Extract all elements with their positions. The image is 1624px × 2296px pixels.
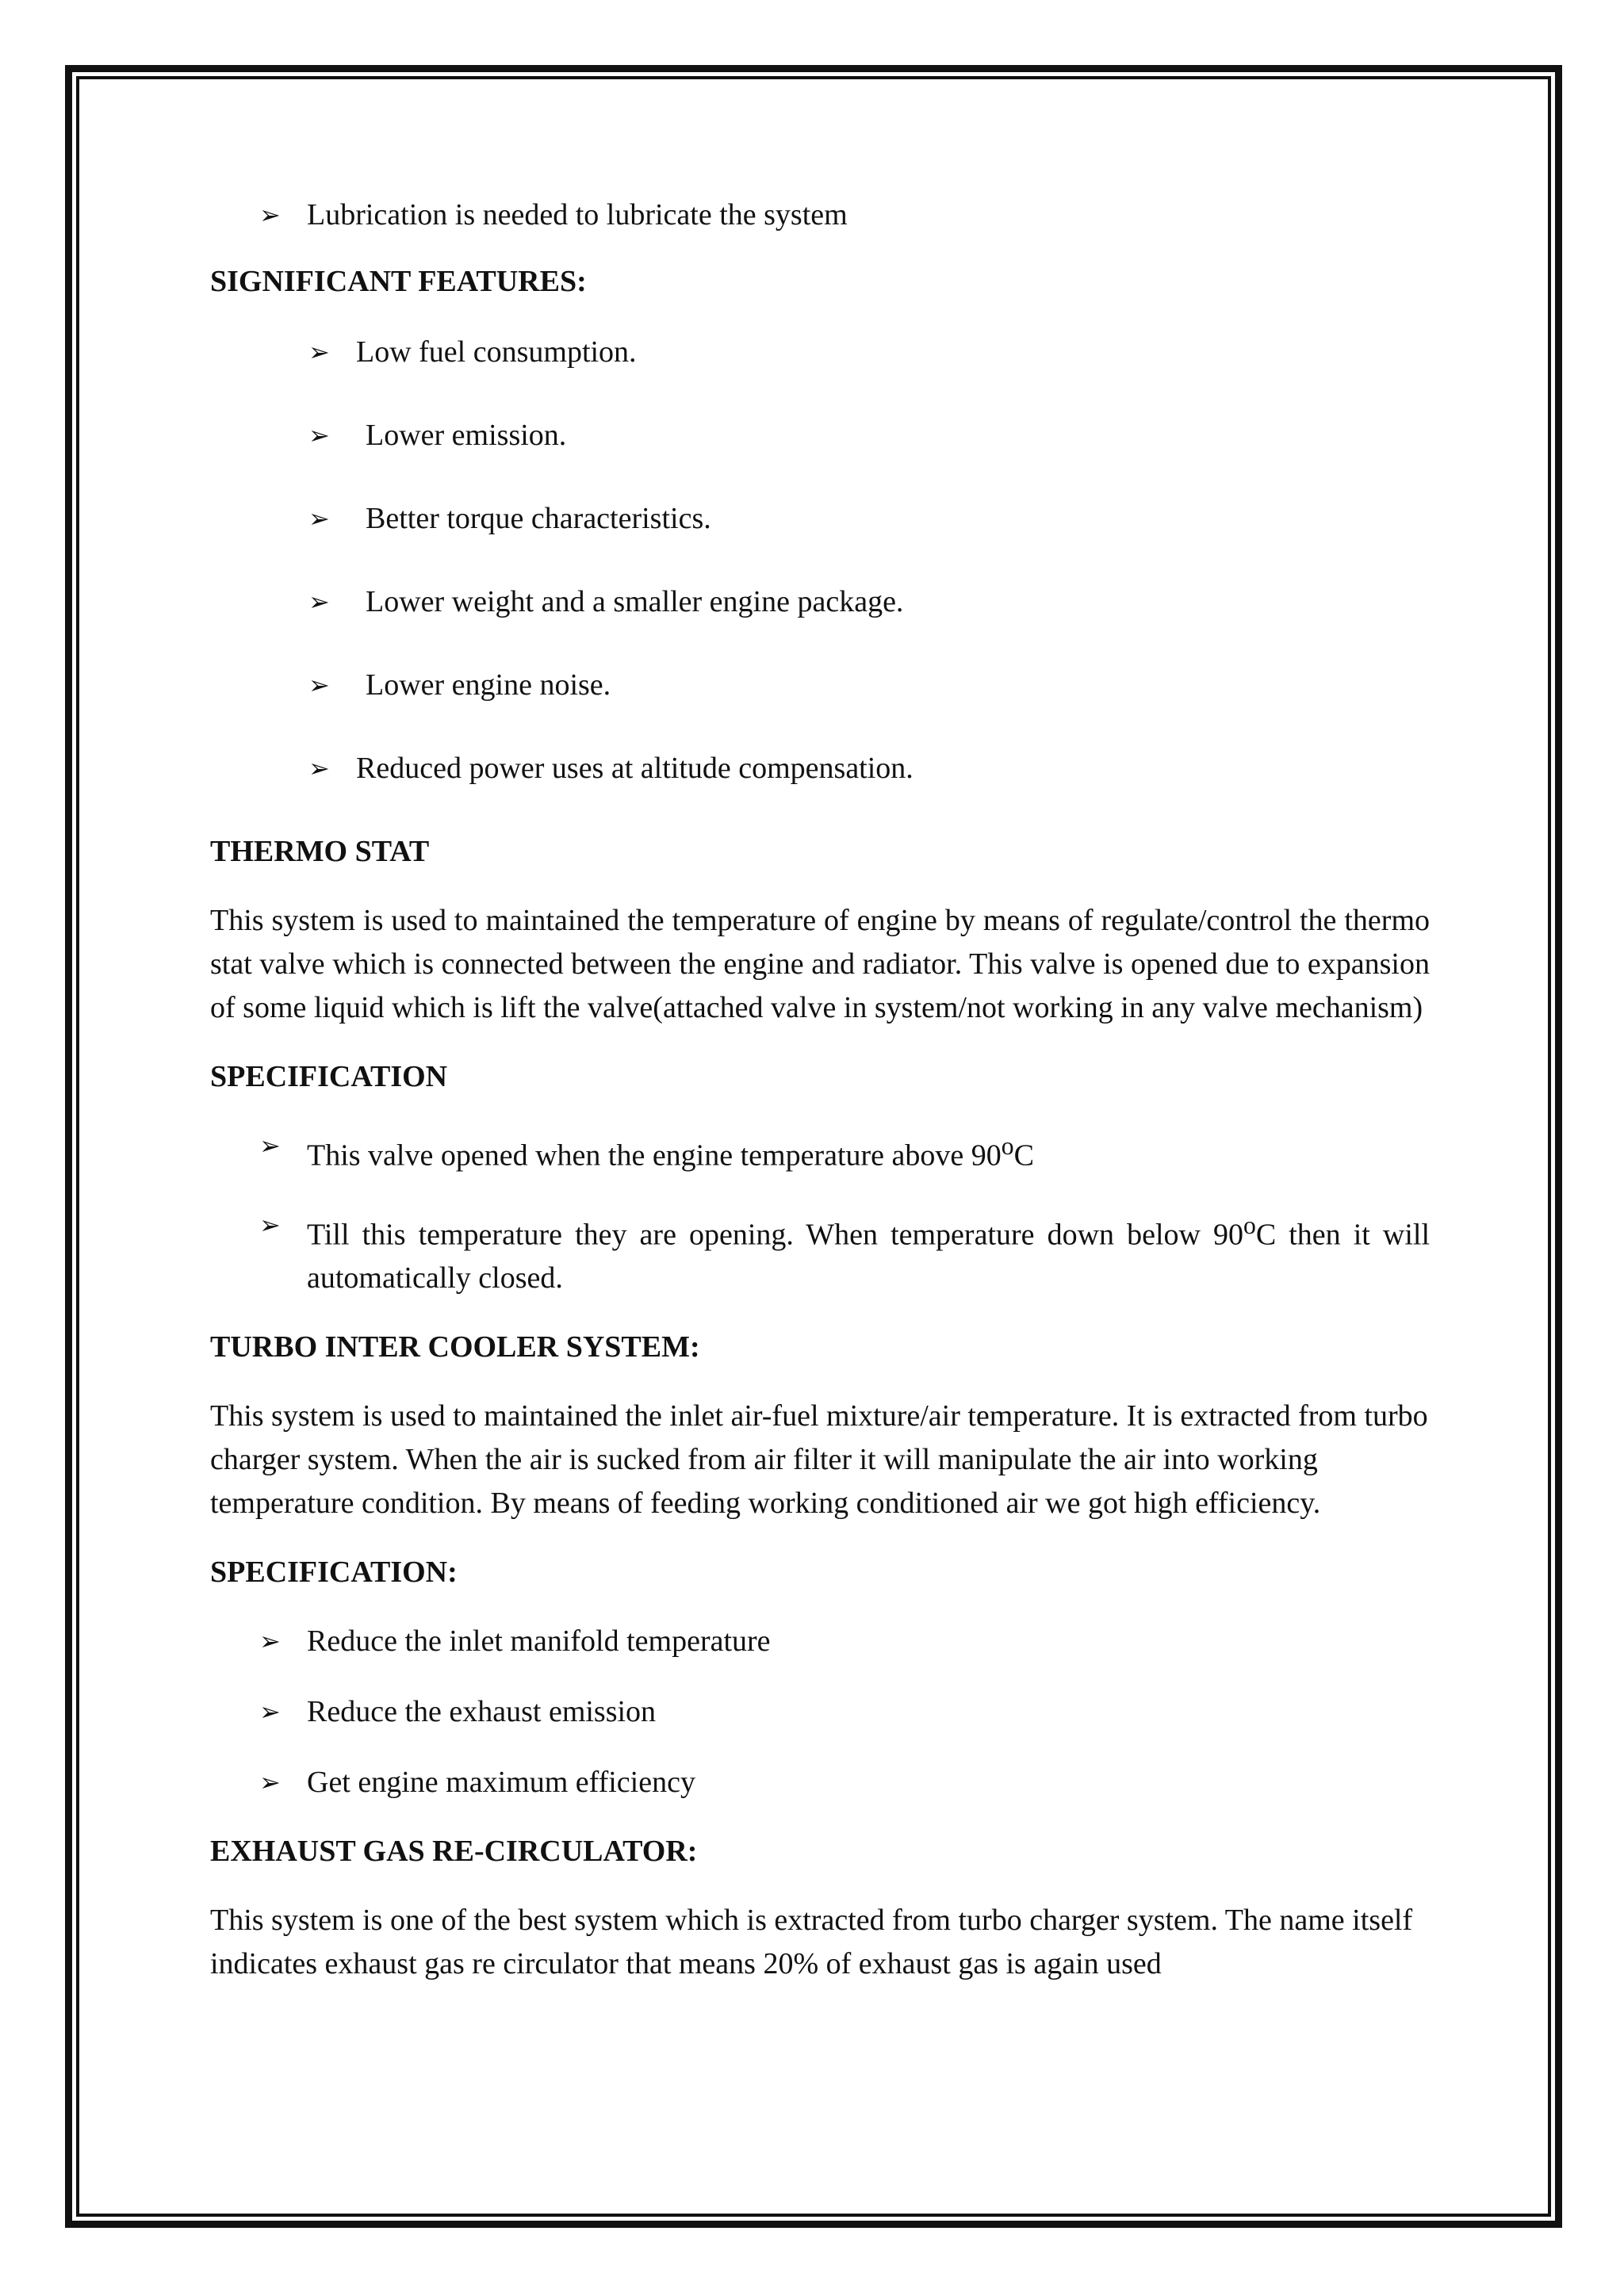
list-item <box>210 414 1430 457</box>
list-item-text: Reduced power uses at altitude compensation. <box>356 752 914 785</box>
arrowhead-bullet-icon: ➢ <box>308 754 330 783</box>
list-item <box>210 1203 1430 1301</box>
arrowhead-bullet-icon: ➢ <box>308 338 330 366</box>
list-item-text: Low fuel consumption. <box>356 335 637 369</box>
significant-features-heading: SIGNIFICANT FEATURES: <box>210 265 587 298</box>
degree-superscript: o <box>1243 1211 1256 1239</box>
thermostat-heading: THERMO STAT <box>210 835 430 868</box>
list-item-text: This valve opened when the engine temperature above 90 <box>307 1138 1002 1173</box>
list-item-text-unit: C <box>1013 1138 1034 1173</box>
list-item <box>210 1620 1430 1663</box>
intercooler-heading: TURBO INTER COOLER SYSTEM: <box>210 1330 700 1364</box>
list-item <box>210 664 1430 707</box>
thermostat-specification-list <box>210 1124 1430 1300</box>
list-item-text: Better torque characteristics. <box>366 502 711 535</box>
arrowhead-bullet-icon: ➢ <box>259 1697 281 1727</box>
list-item <box>210 1690 1430 1734</box>
list-item-text: Lower weight and a smaller engine package. <box>366 585 904 618</box>
egr-heading: EXHAUST GAS RE-CIRCULATOR: <box>210 1835 698 1869</box>
arrowhead-bullet-icon: ➢ <box>259 1627 281 1656</box>
arrowhead-bullet-icon: ➢ <box>308 587 330 616</box>
arrowhead-bullet-icon: ➢ <box>308 671 330 699</box>
thermostat-paragraph: This system is used to maintained the temperature of engine by means of regulate/control the thermo stat valve which is connected between the engine and radiator. This valve is opened due to expansion of some liquid which is lift the valve(attached valve in system/not working in any valve mechanism) <box>210 904 1430 1024</box>
arrowhead-bullet-icon: ➢ <box>259 201 281 229</box>
list-item-text-unit: C then it will automatically closed. <box>307 1218 1430 1295</box>
document-body <box>210 193 1430 1986</box>
arrowhead-bullet-icon: ➢ <box>259 1768 281 1797</box>
arrowhead-bullet-icon: ➢ <box>259 1210 281 1239</box>
list-item <box>210 580 1430 624</box>
list-item <box>210 1761 1430 1804</box>
list-item <box>210 193 1430 237</box>
list-item <box>210 747 1430 790</box>
egr-paragraph: This system is one of the best system which is extracted from turbo charger system. The name itself indicates exhaust gas re circulator that means 20% of exhaust gas is again used <box>210 1904 1413 1981</box>
thermostat-specification-heading: SPECIFICATION <box>210 1060 448 1093</box>
list-item-text: Lower emission. <box>366 419 567 452</box>
list-item <box>210 497 1430 541</box>
list-item-text: Till this temperature they are opening. When temperature down below 90 <box>307 1218 1243 1252</box>
list-item <box>210 1124 1430 1178</box>
arrowhead-bullet-icon: ➢ <box>259 1131 281 1160</box>
degree-superscript: o <box>1001 1132 1014 1160</box>
list-item-text: Lubrication is needed to lubricate the system <box>307 198 848 232</box>
list-item-text: Get engine maximum efficiency <box>307 1766 695 1800</box>
intercooler-paragraph: This system is used to maintained the inlet air-fuel mixture/air temperature. It is extracted from turbo charger system. When the air is sucked from air filter it will manipulate the air into working temperature condition. By means of feeding working conditioned air we got high efficiency. <box>210 1399 1428 1521</box>
intercooler-specification-list <box>210 1620 1430 1804</box>
arrowhead-bullet-icon: ➢ <box>308 421 330 450</box>
list-item-text: Reduce the inlet manifold temperature <box>307 1624 771 1659</box>
arrowhead-bullet-icon: ➢ <box>308 504 330 533</box>
list-item-text: Lower engine noise. <box>366 668 611 702</box>
lubrication-list <box>210 193 1430 237</box>
features-list <box>210 331 1430 790</box>
list-item <box>210 331 1430 374</box>
list-item-text: Reduce the exhaust emission <box>307 1695 657 1729</box>
intercooler-specification-heading: SPECIFICATION: <box>210 1556 458 1590</box>
